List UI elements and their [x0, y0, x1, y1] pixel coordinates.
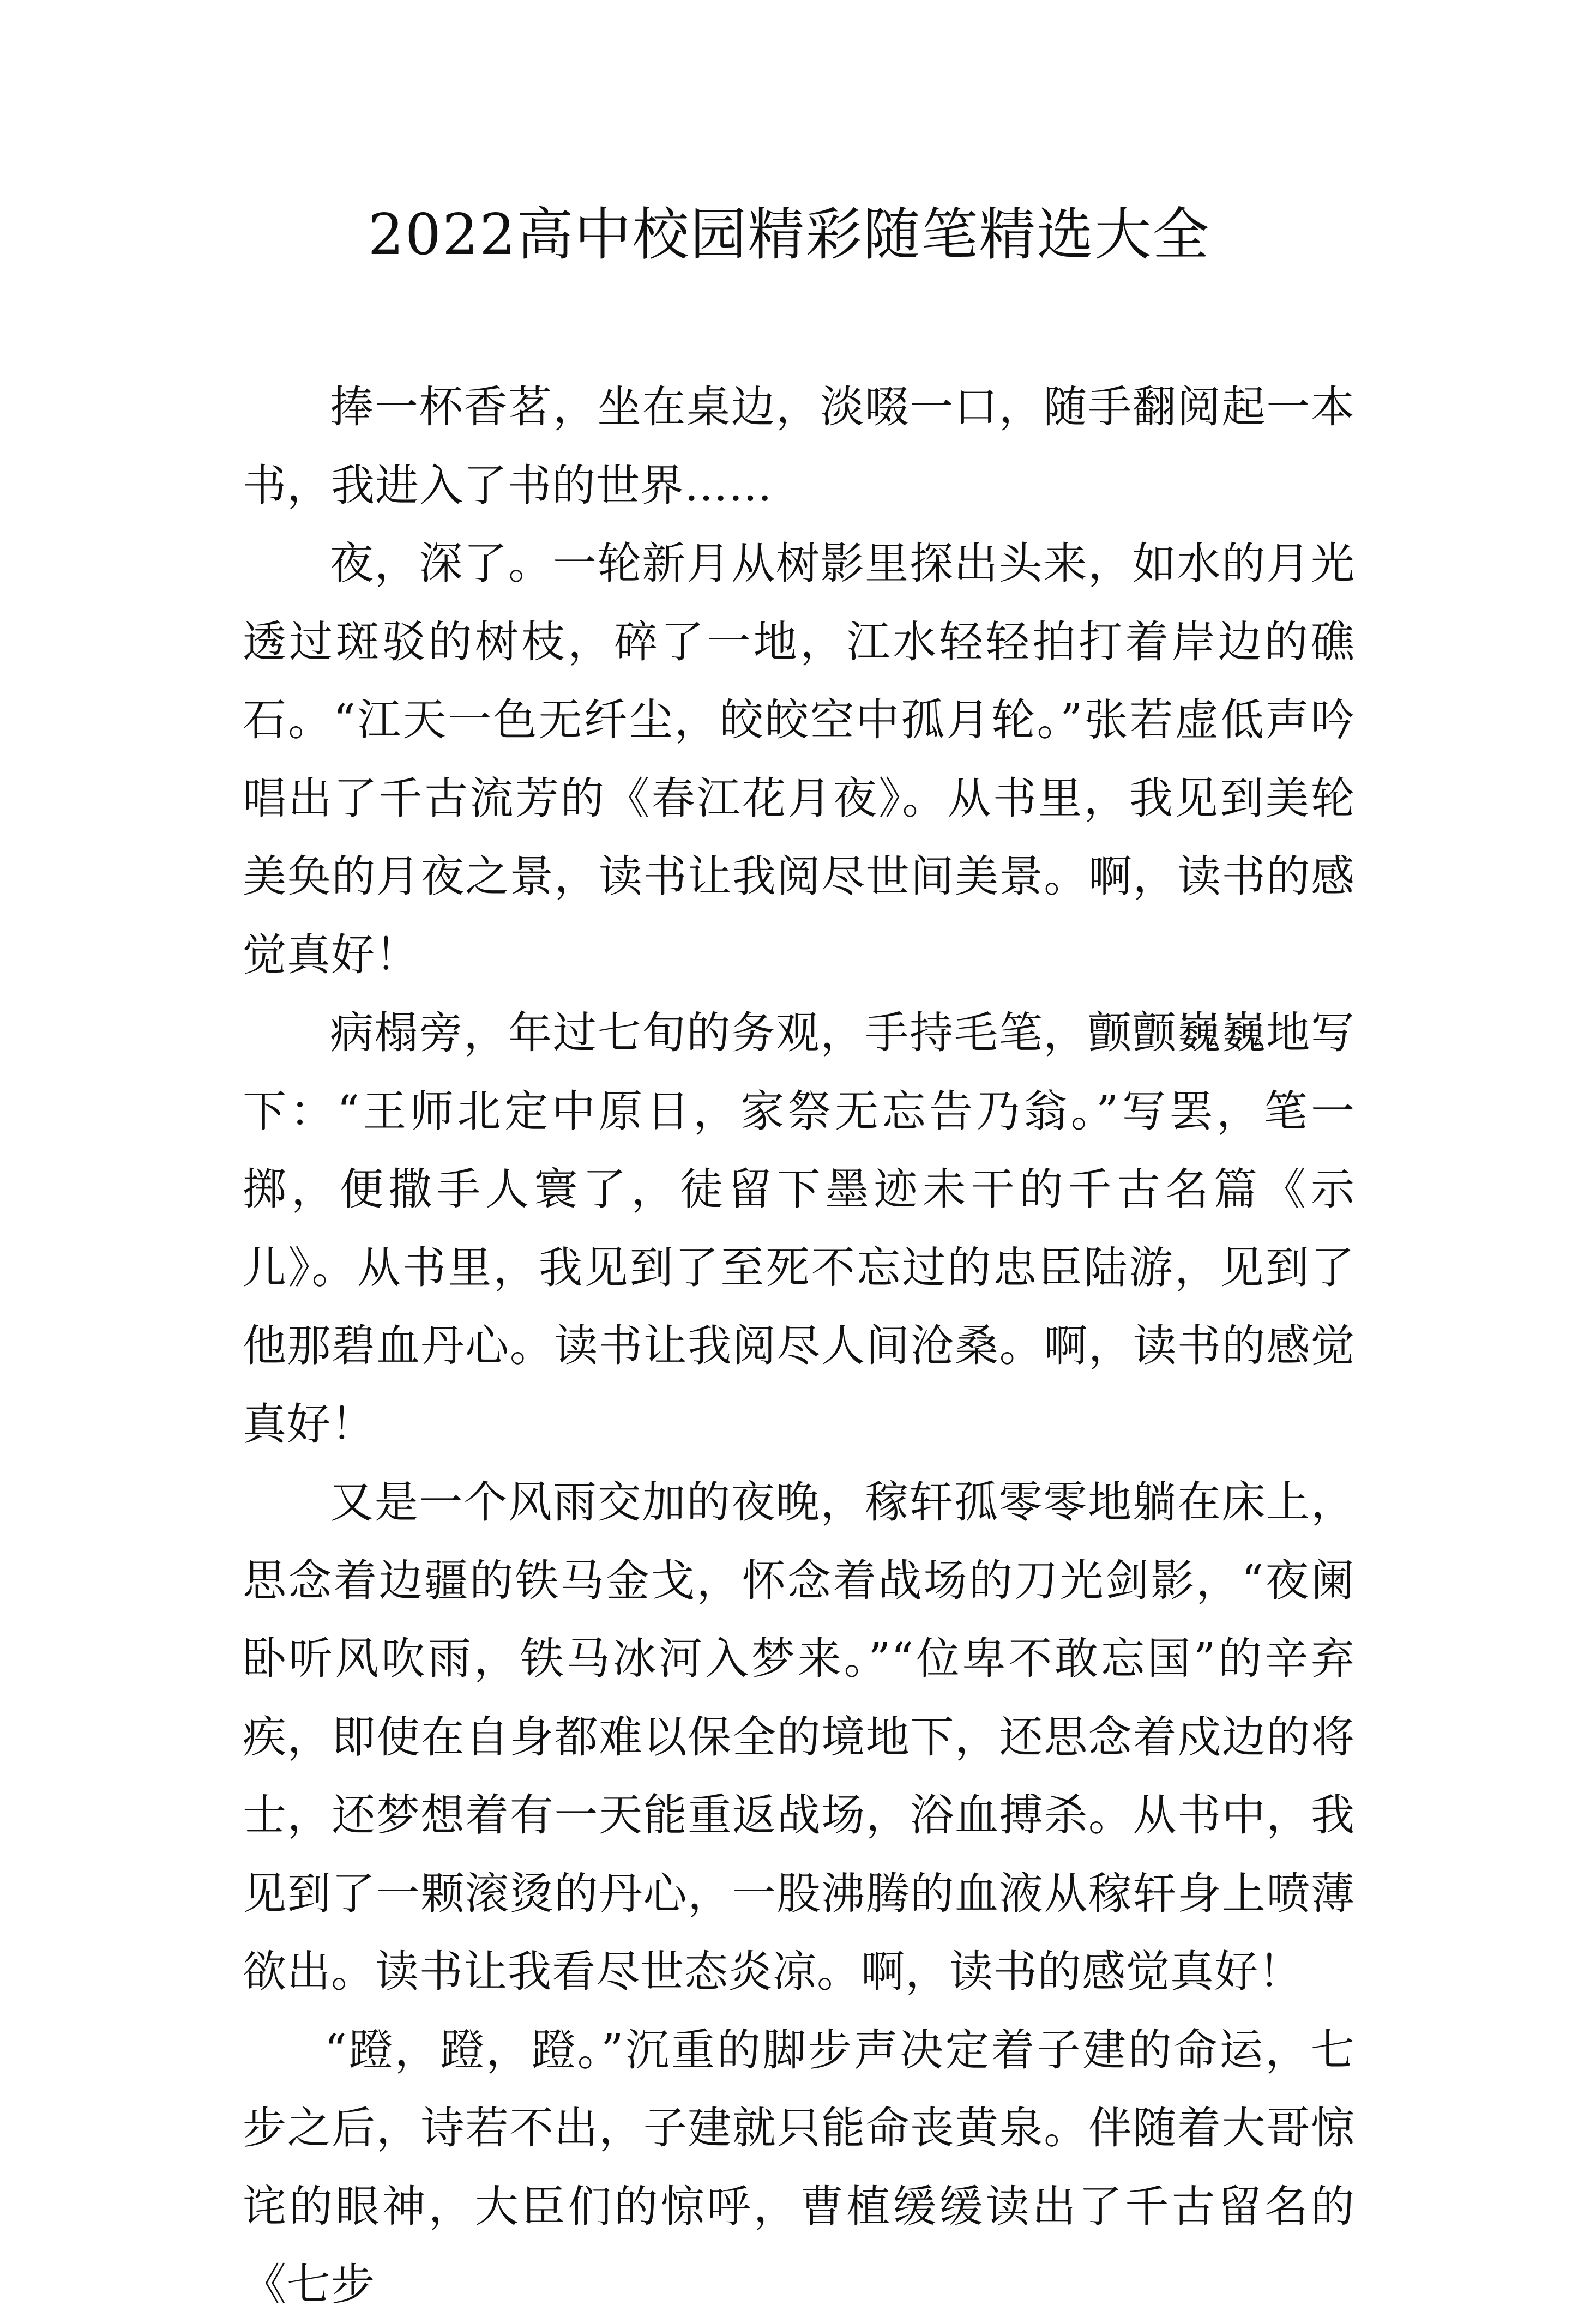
- document-body: [243, 368, 1355, 2324]
- paragraph-5: “蹬，蹬，蹬。”沉重的脚步声决定着子建的命运，七步之后，诗若不出，子建就只能命丧黄泉。伴随着大哥惊诧的眼神，大臣们的惊呼，曹植缓缓读出了千古留名的《七步: [243, 2024, 1355, 2310]
- paragraph-3: 病榻旁，年过七旬的务观，手持毛笔，颤颤巍巍地写下：“王师北定中原日，家祭无忘告乃翁。”写罢，笔一掷，便撒手人寰了，徒留下墨迹未干的千古名篇《示儿》。从书里，我见到了至死不忘过的忠臣陆游，见到了他那碧血丹心。读书让我阅尽人间沧桑。啊，读书的感觉真好！: [243, 1007, 1355, 1450]
- paragraph-2: 夜，深了。一轮新月从树影里探出头来，如水的月光透过斑驳的树枝，碎了一地，江水轻轻拍打着岸边的礁石。“江天一色无纤尘，皎皎空中孤月轮。”张若虚低声吟唱出了千古流芳的《春江花月夜》。从书里，我见到美轮美奂的月夜之景，读书让我阅尽世间美景。啊，读书的感觉真好！: [243, 538, 1355, 980]
- paragraph-1: 捧一杯香茗，坐在桌边，淡啜一口，随手翻阅起一本书，我进入了书的世界……: [243, 382, 1355, 511]
- document-title: 2022高中校园精彩随笔精选大全: [368, 201, 1210, 268]
- paragraph-4: 又是一个风雨交加的夜晚，稼轩孤零零地躺在床上，思念着边疆的铁马金戈，怀念着战场的刀光剑影，“夜阑卧听风吹雨，铁马冰河入梦来。”“位卑不敢忘国”的辛弃疾，即使在自身都难以保全的境地下，还思念着戍边的将士，还梦想着有一天能重返战场，浴血搏杀。从书中，我见到了一颗滚烫的丹心，一股沸腾的血液从稼轩身上喷薄欲出。读书让我看尽世态炎凉。啊，读书的感觉真好！: [243, 1477, 1355, 1997]
